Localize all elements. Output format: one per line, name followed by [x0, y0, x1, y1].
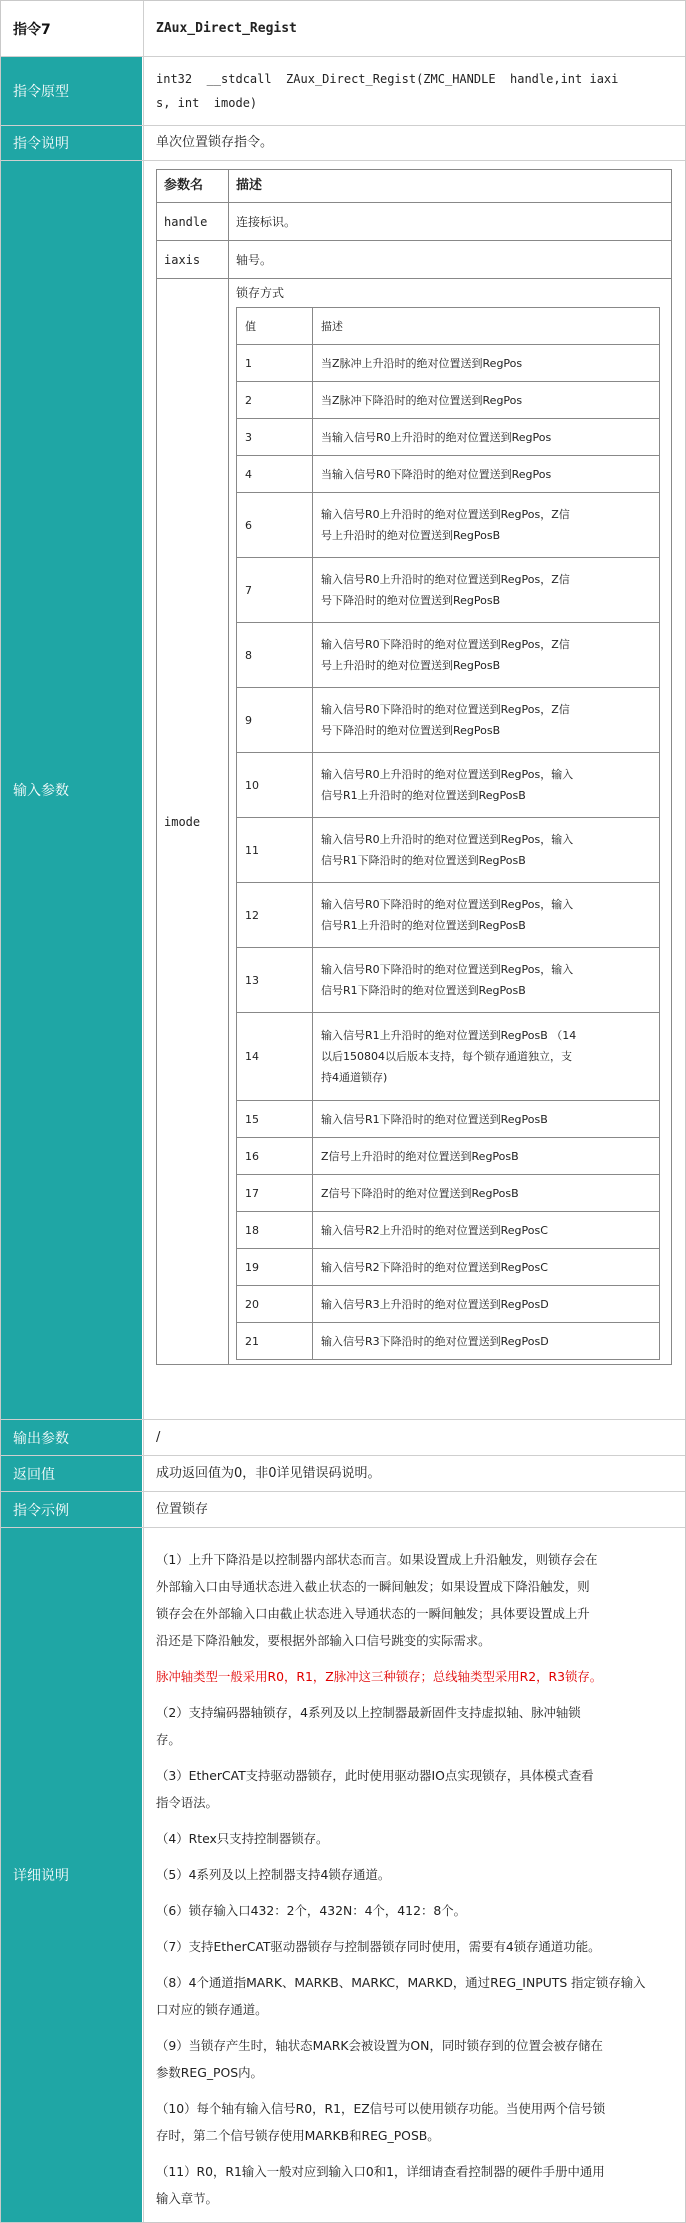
return-value: 成功返回值为0，非0详见错误码说明。	[143, 1456, 685, 1491]
mode-value: 17	[237, 1175, 313, 1212]
detail-paragraph	[156, 1546, 673, 1654]
mode-desc	[313, 883, 660, 948]
mode-desc-line: 号上升沿时的绝对位置送到RegPosB	[321, 529, 501, 542]
output-label: 输出参数	[1, 1420, 142, 1455]
mode-desc	[313, 1249, 660, 1286]
detail-line: 口对应的锁存通道。	[156, 2002, 268, 2017]
mode-value: 14	[237, 1013, 313, 1101]
param-desc: 连接标识。	[229, 203, 672, 241]
detail-line: 存。	[156, 1732, 181, 1747]
mode-desc-line: 输入信号R3上升沿时的绝对位置送到RegPosD	[321, 1297, 549, 1311]
param-name: iaxis	[157, 241, 229, 279]
details-row	[1, 1528, 685, 2222]
mode-row	[237, 1013, 660, 1101]
mode-desc	[313, 493, 660, 558]
output-value: /	[143, 1420, 685, 1455]
mode-row	[237, 558, 660, 623]
detail-line: 输入章节。	[156, 2191, 218, 2206]
mode-desc-line: Z信号下降沿时的绝对位置送到RegPosB	[321, 1186, 519, 1200]
mode-value: 11	[237, 818, 313, 883]
mode-row	[237, 623, 660, 688]
mode-row	[237, 345, 660, 382]
mode-row	[237, 1212, 660, 1249]
description-label: 指令说明	[1, 126, 142, 160]
detail-line: 沿还是下降沿触发，要根据外部输入口信号跳变的实际需求。	[156, 1633, 491, 1648]
mode-value: 19	[237, 1249, 313, 1286]
instruction-name: ZAux_Direct_Regist	[143, 1, 685, 56]
mode-desc-line: 输入信号R0下降沿时的绝对位置送到RegPos，Z信	[321, 638, 570, 651]
mode-col-desc: 描述	[313, 308, 660, 345]
mode-value: 15	[237, 1101, 313, 1138]
mode-row	[237, 753, 660, 818]
detail-paragraph	[156, 2158, 673, 2212]
mode-desc	[313, 1175, 660, 1212]
detail-paragraph	[156, 2032, 673, 2086]
detail-line: （1）上升下降沿是以控制器内部状态而言。如果设置成上升沿触发，则锁存会在	[156, 1552, 598, 1567]
instruction-number: 指令7	[1, 1, 142, 56]
mode-desc	[313, 382, 660, 419]
mode-desc-line: 当输入信号R0上升沿时的绝对位置送到RegPos	[321, 430, 552, 444]
mode-desc-line: 当Z脉冲上升沿时的绝对位置送到RegPos	[321, 356, 523, 370]
detail-paragraph	[156, 1699, 673, 1753]
mode-desc-line: 输入信号R0上升沿时的绝对位置送到RegPos，Z信	[321, 573, 570, 586]
example-value: 位置锁存	[143, 1492, 685, 1527]
mode-desc	[313, 456, 660, 493]
detail-line: 存时，第二个信号锁存使用MARKB和REG_POSB。	[156, 2128, 440, 2143]
mode-value: 12	[237, 883, 313, 948]
mode-row	[237, 948, 660, 1013]
mode-value: 2	[237, 382, 313, 419]
param-col-name: 参数名	[157, 170, 229, 203]
mode-desc-line: 输入信号R0上升沿时的绝对位置送到RegPos，输入	[321, 833, 574, 846]
mode-row	[237, 1249, 660, 1286]
details-label: 详细说明	[1, 1528, 142, 2222]
mode-desc-line: 输入信号R2下降沿时的绝对位置送到RegPosC	[321, 1260, 548, 1274]
mode-row	[237, 1286, 660, 1323]
param-row	[157, 241, 672, 279]
prototype-line-1: int32 __stdcall ZAux_Direct_Regist(ZMC_HANDLE handle,int iaxi	[156, 72, 619, 86]
description-value: 单次位置锁存指令。	[143, 126, 685, 160]
detail-line: （2）支持编码器轴锁存，4系列及以上控制器最新固件支持虚拟轴、脉冲轴锁	[156, 1705, 581, 1720]
mode-value: 3	[237, 419, 313, 456]
mode-value: 9	[237, 688, 313, 753]
detail-line: （3）EtherCAT支持驱动器锁存，此时使用驱动器IO点实现锁存，具体模式查看	[156, 1768, 594, 1783]
mode-col-value: 值	[237, 308, 313, 345]
return-row	[1, 1456, 685, 1492]
mode-desc	[313, 1013, 660, 1101]
mode-desc-line: 输入信号R1下降沿时的绝对位置送到RegPosB	[321, 1112, 548, 1126]
mode-desc-line: 当Z脉冲下降沿时的绝对位置送到RegPos	[321, 393, 523, 407]
mode-row	[237, 1101, 660, 1138]
prototype-value	[143, 57, 685, 125]
mode-desc-line: 输入信号R3下降沿时的绝对位置送到RegPosD	[321, 1334, 549, 1348]
mode-desc	[313, 753, 660, 818]
mode-desc-line: 输入信号R0下降沿时的绝对位置送到RegPos，输入	[321, 898, 574, 911]
mode-row	[237, 1138, 660, 1175]
example-row	[1, 1492, 685, 1528]
mode-desc-line: 输入信号R0上升沿时的绝对位置送到RegPos，Z信	[321, 508, 570, 521]
mode-value: 7	[237, 558, 313, 623]
input-params-label: 输入参数	[1, 161, 142, 1419]
mode-desc	[313, 419, 660, 456]
input-params-row	[1, 161, 685, 1420]
prototype-label: 指令原型	[1, 57, 142, 125]
mode-row	[237, 382, 660, 419]
mode-desc	[313, 1323, 660, 1360]
mode-value: 6	[237, 493, 313, 558]
mode-desc-line: 输入信号R2上升沿时的绝对位置送到RegPosC	[321, 1223, 548, 1237]
param-table	[156, 169, 672, 1365]
mode-value: 21	[237, 1323, 313, 1360]
imode-title: 锁存方式	[236, 286, 285, 300]
mode-row	[237, 883, 660, 948]
mode-desc-line: 号下降沿时的绝对位置送到RegPosB	[321, 594, 501, 607]
imode-desc-cell	[229, 279, 672, 1365]
mode-row	[237, 818, 660, 883]
mode-table	[236, 307, 660, 1360]
mode-desc	[313, 623, 660, 688]
mode-row	[237, 1323, 660, 1360]
detail-line: （8）4个通道指MARK、MARKB、MARKC，MARKD，通过REG_INPUTS 指定锁存输入	[156, 1975, 646, 1990]
mode-value: 13	[237, 948, 313, 1013]
mode-desc	[313, 688, 660, 753]
prototype-row	[1, 57, 685, 126]
mode-desc-line: 信号R1上升沿时的绝对位置送到RegPosB	[321, 789, 526, 802]
mode-value: 10	[237, 753, 313, 818]
mode-row	[237, 1175, 660, 1212]
mode-desc-line: 输入信号R0上升沿时的绝对位置送到RegPos，输入	[321, 768, 574, 781]
mode-desc	[313, 948, 660, 1013]
mode-desc-line: 号上升沿时的绝对位置送到RegPosB	[321, 659, 501, 672]
detail-line: 脉冲轴类型一般采用R0，R1，Z脉冲这三种锁存；总线轴类型采用R2，R3锁存。	[156, 1669, 603, 1684]
mode-row	[237, 688, 660, 753]
detail-paragraph	[156, 2095, 673, 2149]
param-row	[157, 203, 672, 241]
detail-line: 外部输入口由导通状态进入截止状态的一瞬间触发；如果设置成下降沿触发，则	[156, 1579, 590, 1594]
detail-line: （4）Rtex只支持控制器锁存。	[156, 1831, 329, 1846]
detail-line: （5）4系列及以上控制器支持4锁存通道。	[156, 1867, 391, 1882]
mode-row	[237, 493, 660, 558]
detail-line: （10）每个轴有输入信号R0，R1，EZ信号可以使用锁存功能。当使用两个信号锁	[156, 2101, 606, 2116]
details-body	[143, 1528, 685, 2222]
detail-paragraph	[156, 1861, 673, 1888]
mode-desc-line: 信号R1下降沿时的绝对位置送到RegPosB	[321, 984, 526, 997]
detail-paragraph	[156, 1663, 673, 1690]
mode-row	[237, 419, 660, 456]
output-row	[1, 1420, 685, 1456]
detail-line: 锁存会在外部输入口由截止状态进入导通状态的一瞬间触发；具体要设置成上升	[156, 1606, 590, 1621]
mode-value: 18	[237, 1212, 313, 1249]
mode-desc	[313, 1101, 660, 1138]
detail-line: （11）R0，R1输入一般对应到输入口0和1，详细请查看控制器的硬件手册中通用	[156, 2164, 605, 2179]
mode-desc	[313, 345, 660, 382]
mode-desc	[313, 1286, 660, 1323]
return-label: 返回值	[1, 1456, 142, 1491]
detail-line: 指令语法。	[156, 1795, 218, 1810]
mode-value: 8	[237, 623, 313, 688]
mode-value: 16	[237, 1138, 313, 1175]
mode-row	[237, 456, 660, 493]
mode-desc-line: Z信号上升沿时的绝对位置送到RegPosB	[321, 1149, 519, 1163]
mode-desc	[313, 1138, 660, 1175]
header-row	[1, 1, 685, 57]
example-label: 指令示例	[1, 1492, 142, 1527]
mode-desc	[313, 818, 660, 883]
detail-paragraph	[156, 1762, 673, 1816]
mode-value: 20	[237, 1286, 313, 1323]
param-col-desc: 描述	[229, 170, 672, 203]
detail-paragraph	[156, 1933, 673, 1960]
detail-paragraph	[156, 1825, 673, 1852]
detail-line: 参数REG_POS内。	[156, 2065, 263, 2080]
param-name: handle	[157, 203, 229, 241]
mode-desc-line: 输入信号R0下降沿时的绝对位置送到RegPos，输入	[321, 963, 574, 976]
mode-value: 4	[237, 456, 313, 493]
description-row	[1, 126, 685, 161]
mode-desc-line: 输入信号R1上升沿时的绝对位置送到RegPosB （14	[321, 1029, 577, 1042]
mode-desc-line: 以后150804以后版本支持，每个锁存通道独立，支	[321, 1050, 572, 1063]
detail-line: （9）当锁存产生时，轴状态MARK会被设置为ON，同时锁存到的位置会被存储在	[156, 2038, 603, 2053]
mode-desc-line: 信号R1上升沿时的绝对位置送到RegPosB	[321, 919, 526, 932]
param-desc: 轴号。	[229, 241, 672, 279]
mode-desc	[313, 1212, 660, 1249]
mode-desc	[313, 558, 660, 623]
mode-desc-line: 当输入信号R0下降沿时的绝对位置送到RegPos	[321, 467, 552, 481]
param-row-imode	[157, 279, 672, 1365]
mode-value: 1	[237, 345, 313, 382]
mode-desc-line: 输入信号R0下降沿时的绝对位置送到RegPos，Z信	[321, 703, 570, 716]
mode-desc-line: 持4通道锁存)	[321, 1071, 388, 1084]
input-params-value	[143, 161, 685, 1419]
detail-line: （7）支持EtherCAT驱动器锁存与控制器锁存同时使用，需要有4锁存通道功能。	[156, 1939, 601, 1954]
detail-paragraph	[156, 1897, 673, 1924]
mode-desc-line: 号下降沿时的绝对位置送到RegPosB	[321, 724, 501, 737]
prototype-line-2: s, int imode)	[156, 96, 258, 110]
detail-paragraph	[156, 1969, 673, 2023]
param-name: imode	[157, 279, 229, 1365]
mode-desc-line: 信号R1下降沿时的绝对位置送到RegPosB	[321, 854, 526, 867]
detail-line: （6）锁存输入口432：2个，432N：4个，412：8个。	[156, 1903, 467, 1918]
